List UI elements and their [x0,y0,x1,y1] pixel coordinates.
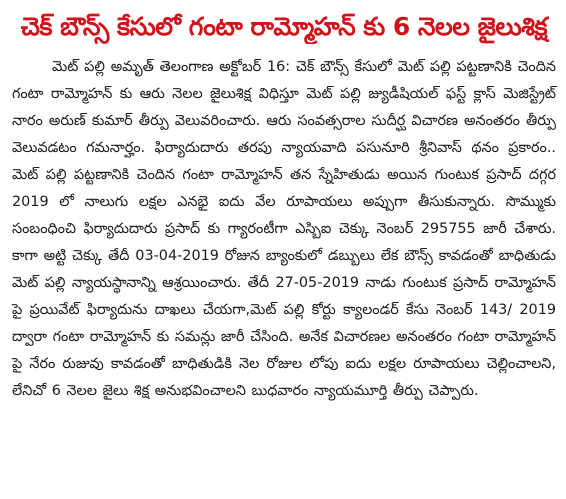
article-body: మెట్ పల్లి అమృత్ తెలంగాణ అక్టోబర్ 16: చెక్ బౌన్స్ కేసులో మెట్ పల్లి పట్టణానికి చెందిన గంటా రామ్మోహన్ కు ఆరు నెలల జైలుశిక్ష విధిస్తూ మెట్ పల్లి జ్యుడీషియల్ ఫస్ట్ క్లాస్ మెజిస్ట్రేట్ నారం అరుణ్ కుమార్ తీర్పు వెలువరించారు. ఆరు సంవత్సరాల సుదీర్ఘ విచారణ అనంతరం తీర్పు వెలువడటం గమనార్హం. ఫిర్యాదుదారు తరపు న్యాయవాది పసునూరి శ్రీనివాస్ థనం ప్రకారం.. మెట్ పల్లి పట్టణానికి చెందిన గంటా రామ్మోహన్ తన స్నేహితుడు అయిన గుంటుక ప్రసాద్ దగ్గర 2019 లో నాలుగు లక్షల ఎనభై ఐదు వేల రూపాయలు అప్పుగా తీసుకున్నారు. సొమ్ముకు సంబంధించి ఫిర్యాదుదారు ప్రసాద్ కు గ్యారంటీగా ఎస్బిఐ చెక్కు నెంబర్ 295755 జారీ చేశారు. కాగా అట్టి చెక్కు తేదీ 03-04-2019 రోజున బ్యాంకులో డబ్బులు లేక బౌన్స్ కావడంతో బాధితుడు మెట్ పల్లి న్యాయస్థానాన్ని ఆశ్రయించారు. తేదీ 27-05-2019 నాడు గుంటుక ప్రసాద్ రామ్మోహన్ పై ప్రయివేట్ ఫిర్యాదును దాఖలు చేయగా,మెట్ పల్లి కోర్టు క్యాలండర్ కేసు నెంబర్ 143/ 2019 ద్వారా గంటా రామ్మోహన్ కు సమన్లు జారీ చేసింది. అనేక విచారణల అనంతరం గంటా రామ్మోహన్ పై నేరం రుజువు కావడంతో బాధితుడికి నెల రోజుల లోపు ఐదు లక్షల రూపాయలు చెల్లించాలని, లేనిచో 6 నెలల జైలు శిక్ష అనుభవించాలని బుధవారం న్యాయమూర్తి తీర్పు చెప్పారు. [12,59,556,399]
article-headline: చెక్ బౌన్స్ కేసులో గంటా రామ్మోహన్ కు 6 నెలల జైలుశిక్ష [20,12,548,41]
